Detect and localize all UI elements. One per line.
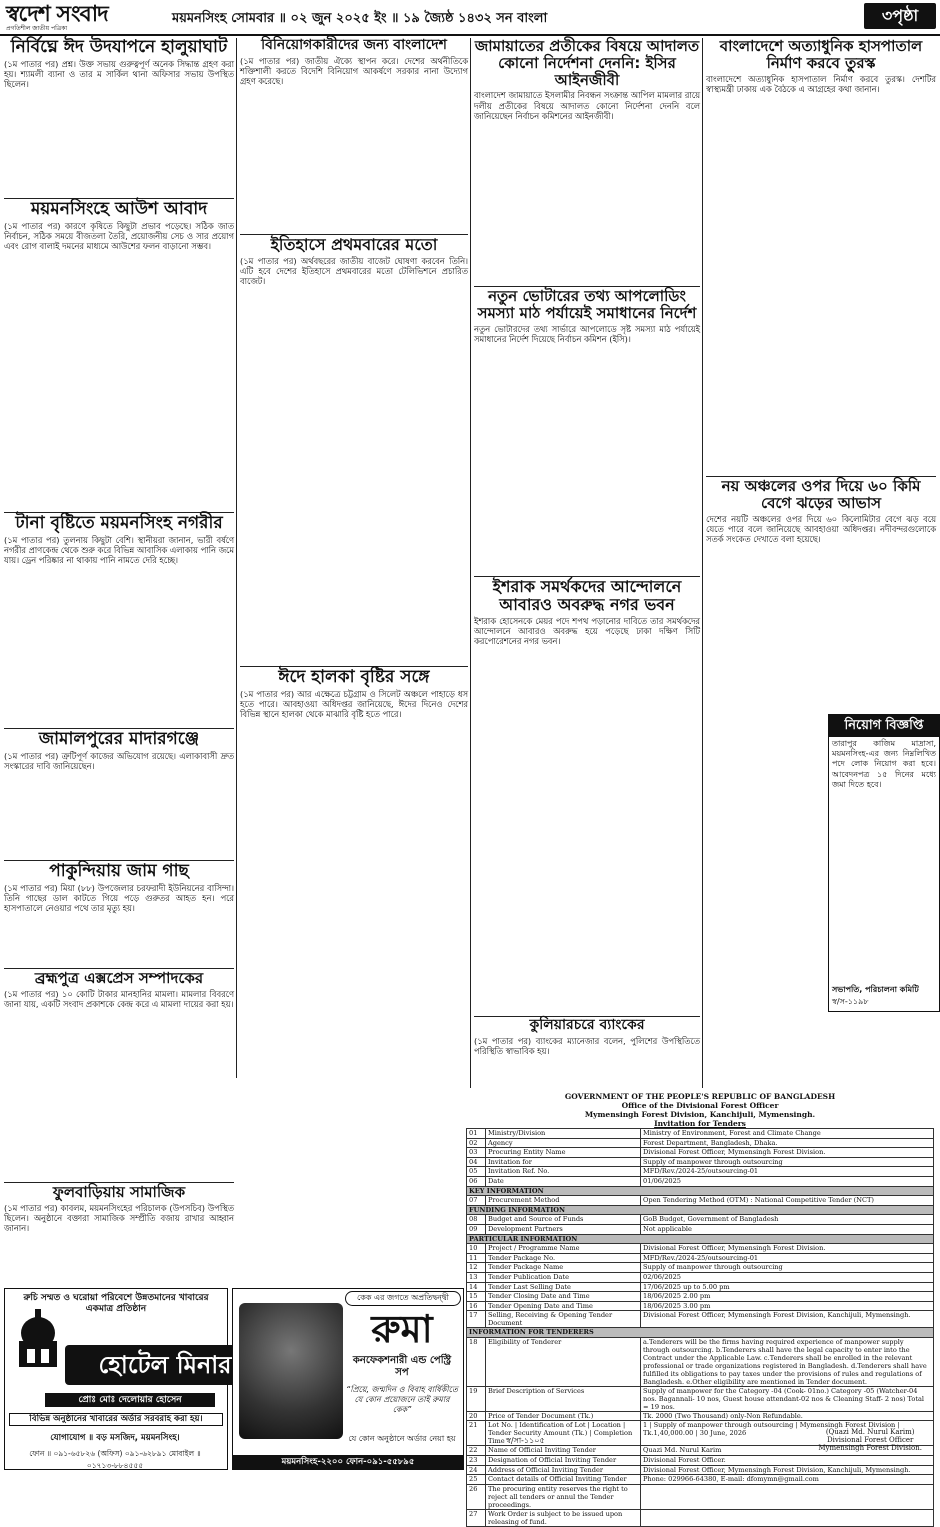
tender-cell: Not applicable bbox=[641, 1224, 934, 1234]
tender-row bbox=[467, 1311, 934, 1328]
tender-cell: Divisional Forest Officer, Mymensingh Forest Division. bbox=[641, 1148, 934, 1158]
tender-cell: 02 bbox=[467, 1138, 486, 1148]
tender-row bbox=[467, 1328, 934, 1338]
tender-cell: 13 bbox=[467, 1272, 486, 1282]
article-c2 bbox=[474, 288, 700, 576]
tender-row bbox=[467, 1386, 934, 1411]
notice-body: তারাপুর কাজিম মাদ্রাসা, ময়মনসিংহ-এর জন্য নিম্নলিখিত পদে লোক নিয়োগ করা হবে। আবেদনপত্র ১৫ দিনের মধ্যে জমা দিতে হবে। bbox=[832, 739, 936, 789]
article-headline: ইতিহাসে প্রথমবারের মতো bbox=[270, 235, 438, 254]
article-body: (১ম পাতার পর) কাবলম, ময়মনসিংহের পরিচালক (উপসচিব) উপস্থিত ছিলেন। অনুষ্ঠানে বক্তারা সামাজিক সম্প্রীতি বজায় রাখার আহ্বান জানান। bbox=[4, 1202, 234, 1234]
ruma-quote: “প্রিয়ে, জন্মদিন ও বিবাহ বার্ষিকীতে যে কোন প্রয়োজনে তাই রুমার কেক” bbox=[346, 1385, 458, 1414]
tender-cell: Invitation Ref. No. bbox=[486, 1167, 641, 1177]
hotel-name: হোটেল মিনার bbox=[65, 1345, 265, 1385]
tender-row bbox=[467, 1234, 934, 1244]
notice-title: নিয়োগ বিজ্ঞপ্তি bbox=[829, 715, 939, 737]
tender-cell: Project / Programme Name bbox=[486, 1244, 641, 1254]
tender-cell: Tender Closing Date and Time bbox=[486, 1292, 641, 1302]
tender-cell: Procurement Method bbox=[486, 1196, 641, 1206]
hotel-service: বিভিন্ন অনুষ্ঠানের খাবারের অর্ডার সরবরাহ করা হয়। bbox=[9, 1413, 223, 1426]
article-a6 bbox=[4, 970, 234, 1182]
article-headline: নয় অঞ্চলের ওপর দিয়ে ৬০ কিমি বেগে ঝড়ের আভাস bbox=[721, 477, 921, 512]
tender-cell: 08 bbox=[467, 1215, 486, 1225]
notice-code: স্ব/স-১১৯৮ bbox=[832, 997, 869, 1006]
tender-row bbox=[467, 1475, 934, 1485]
article-a2 bbox=[4, 200, 234, 512]
tender-cell: 14 bbox=[467, 1282, 486, 1292]
article-headline: পাকুন্দিয়ায় জাম গাছ bbox=[49, 861, 189, 881]
article-headline: ব্রহ্মপুত্র এক্সপ্রেস সম্পাদকের bbox=[34, 969, 204, 987]
article-a4 bbox=[4, 730, 234, 860]
article-headline: বিনিয়োগকারীদের জন্য বাংলাদেশ bbox=[261, 37, 447, 53]
tender-cell: 01/06/2025 bbox=[641, 1176, 934, 1186]
article-d1 bbox=[706, 38, 936, 476]
masthead bbox=[6, 2, 166, 32]
recruitment-notice bbox=[828, 714, 940, 1012]
tender-cell: 06 bbox=[467, 1176, 486, 1186]
tender-cell: Open Tendering Method (OTM) : National Competitive Tender (NCT) bbox=[641, 1196, 934, 1206]
tender-cell: Supply of manpower through outsourcing bbox=[641, 1157, 934, 1167]
article-body: (১ম পাতার পর) কারণে কৃষিতে কিছুটা প্রভাব পড়েছে। সঠিক জাত নির্বাচন, সঠিক সময়ে বীজতলা তৈরি, প্রয়োজনীয় সেচ ও সার প্রয়োগ এবং রোগ বালাই দমনের মাধ্যমে আউশের ফলন বাড়ানো সম্ভব। bbox=[4, 221, 234, 252]
tender-row bbox=[467, 1157, 934, 1167]
article-c1 bbox=[474, 38, 700, 286]
article-body: নতুন ভোটারদের তথ্য সার্ভারে আপলোডে সৃষ্ট সমস্যা মাঠ পর্যায়েই সমাধানের নির্দেশ দিয়েছে নির্বাচন কমিশন (ইসি)। bbox=[474, 323, 700, 344]
tender-cell: Procuring Entity Name bbox=[486, 1148, 641, 1158]
tender-cell: Brief Description of Services bbox=[486, 1386, 641, 1411]
article-a1 bbox=[4, 38, 234, 198]
article-headline: জামালপুরের মাদারগঞ্জে bbox=[38, 729, 200, 749]
hotel-phone: ফোন ॥ ০৯১-৬৫৮২৬ (অফিস) ০৯১-৬২৮৯১ মোবাইল ॥ ০১৭১৩-৮৮৪৫৫৫ bbox=[29, 1449, 201, 1470]
tender-cell: 03 bbox=[467, 1148, 486, 1158]
tender-cell: 23 bbox=[467, 1456, 486, 1466]
ruma-name: রুমা bbox=[371, 1307, 433, 1351]
article-body: দেশের নয়টি অঞ্চলের ওপর দিয়ে ৬০ কিলোমিটার বেগে ঝড় বয়ে যেতে পারে বলে জানিয়েছে আবহাওয়া অধিদপ্তর। নদীবন্দরগুলোকে সতর্ক সংকেত দেখাতে বলা হয়েছে। bbox=[706, 513, 936, 544]
tender-cell: 18/06/2025 2.00 pm bbox=[641, 1292, 934, 1302]
tender-row bbox=[467, 1411, 934, 1421]
tender-row bbox=[467, 1167, 934, 1177]
article-headline: টানা বৃষ্টিতে ময়মনসিংহ নগরীর bbox=[15, 513, 223, 533]
tender-cell: Agency bbox=[486, 1138, 641, 1148]
tender-cell: 1 | Supply of manpower through outsourcing | Mymensingh Forest Division | Tk.1,40,000.00 | 30 June, 2026 bbox=[641, 1421, 934, 1446]
cake-image bbox=[239, 1303, 343, 1439]
tender-cell: 19 bbox=[467, 1386, 486, 1411]
tender-cell: a.Tenderers will be the firms having required experience of manpower supply through outsourcing. b.Tenderers shall have the legal capacity to enter into the Contract under the Applicable Law. c.Tenderers shall be enrolled in the relevant professional or trade organizations registered in Bangladesh. d.Tenderers shall have fulfilled its obligations to pay taxes under the provisions of rules and regulations of Bangladesh. e.Other eligibility are mentioned in Tender document. bbox=[641, 1337, 934, 1386]
tender-cell: Tender Package No. bbox=[486, 1253, 641, 1263]
tender-cell: Lot No. | Identification of Lot | Location | Tender Security Amount (Tk.) | Completion Time bbox=[486, 1421, 641, 1446]
tender-table bbox=[466, 1128, 934, 1527]
tender-row bbox=[467, 1292, 934, 1302]
tender-cell: 05 bbox=[467, 1167, 486, 1177]
tender-cell: Tk. 2000 (Two Thousand) only-Non Refundable. bbox=[641, 1411, 934, 1421]
tender-cell: 18/06/2025 3.00 pm bbox=[641, 1301, 934, 1311]
tender-row bbox=[467, 1138, 934, 1148]
tender-cell: 01 bbox=[467, 1129, 486, 1139]
tender-cell: MFD/Rev./2024-25/outsourcing-01 bbox=[641, 1253, 934, 1263]
tender-cell: 02/06/2025 bbox=[641, 1272, 934, 1282]
article-headline: ফুলবাড়িয়ায় সামাজিক bbox=[52, 1183, 186, 1201]
article-a3 bbox=[4, 514, 234, 728]
tender-cell: 18 bbox=[467, 1337, 486, 1386]
tender-row bbox=[467, 1337, 934, 1386]
article-headline: নির্বিঘ্নে ঈদ উদযাপনে হালুয়াঘাট bbox=[10, 37, 228, 57]
tender-cell: Price of Tender Document (Tk.) bbox=[486, 1411, 641, 1421]
tender-cell: Divisional Forest Officer, Mymensingh Forest Division, Kanchijuli, Mymensingh. bbox=[641, 1311, 934, 1328]
tender-sign-name: (Quazi Md. Nurul Karim) bbox=[825, 1428, 915, 1436]
tender-row bbox=[467, 1456, 934, 1466]
tender-cell: Selling, Receiving & Opening Tender Document bbox=[486, 1311, 641, 1328]
tender-cell: 26 bbox=[467, 1484, 486, 1509]
article-body: (১ম পাতার পর) তুলনায় কিছুটা বেশি। স্থানীয়রা জানান, ভারী বর্ষণে নগরীর প্রাণকেন্দ্র থেকে শুরু করে বিভিন্ন আবাসিক এলাকায় পানি জমে যায়। ড্রেন পরিষ্কার না থাকায় পানি নামতে দেরি হচ্ছে। bbox=[4, 535, 234, 566]
tender-cell: 04 bbox=[467, 1157, 486, 1167]
tender-cell: MFD/Rev./2024-25/outsourcing-01 bbox=[641, 1167, 934, 1177]
tender-row bbox=[467, 1509, 934, 1526]
article-headline: বাংলাদেশে অত্যাধুনিক হাসপাতাল নির্মাণ করবে তুরস্ক bbox=[719, 37, 923, 72]
tender-title-1: GOVERNMENT OF THE PEOPLE'S REPUBLIC OF BANGLADESH bbox=[564, 1092, 836, 1101]
article-c3 bbox=[474, 578, 700, 1016]
article-headline: নতুন ভোটারের তথ্য আপলোডিং সমস্যা মাঠ পর্যায়েই সমাধানের নির্দেশ bbox=[477, 287, 697, 322]
article-headline: জামায়াতের প্রতীকের বিষয়ে আদালত কোনো নির্দেশনা দেননি: ইসির আইনজীবী bbox=[474, 37, 700, 89]
column-divider bbox=[236, 38, 237, 1078]
tender-notice bbox=[466, 1092, 934, 1526]
tender-cell: Date bbox=[486, 1176, 641, 1186]
tender-cell: 20 bbox=[467, 1411, 486, 1421]
article-body: (১ম পাতার পর) আর এক্ষেত্রে চট্টগ্রাম ও সিলেট অঞ্চলে পাহাড়ে ধস হতে পারে। আবহাওয়া অধিদপ্তর জানিয়েছে, ঈদের দিনেও দেশের বিভিন্ন স্থানে হালকা থেকে মাঝারি বৃষ্টি হতে পারে। bbox=[240, 689, 468, 720]
page-number: ৩পৃষ্ঠা bbox=[864, 3, 936, 29]
tender-sign-div: Mymensingh Forest Division. bbox=[818, 1444, 922, 1452]
tender-title-4: Invitation for Tenders bbox=[654, 1119, 746, 1128]
masthead-sub: প্রগতিশীল জাতীয় পত্রিকা bbox=[6, 25, 68, 32]
tender-cell: FUNDING INFORMATION bbox=[467, 1205, 934, 1215]
tender-cell: 07 bbox=[467, 1196, 486, 1206]
tender-cell: 15 bbox=[467, 1292, 486, 1302]
tender-cell: 17/06/2025 up to 5.00 pm bbox=[641, 1282, 934, 1292]
tender-cell: Eligibility of Tenderer bbox=[486, 1337, 641, 1386]
tender-cell: Designation of Official Inviting Tender bbox=[486, 1456, 641, 1466]
tender-row bbox=[467, 1205, 934, 1215]
tender-row bbox=[467, 1196, 934, 1206]
article-body: (১ম পাতার পর) প্রশ্ন। উক্ত সভায় গুরুত্বপূর্ণ অনেক সিদ্ধান্ত গ্রহণ করা হয়। শ্যামলী ব্যানা ও তার ম সার্কিল থানা অফিসার সভায় উপস্থিত ছিলেন। bbox=[4, 59, 234, 90]
article-b3 bbox=[240, 668, 468, 1088]
tender-cell: KEY INFORMATION bbox=[467, 1186, 934, 1196]
tender-cell: 21 bbox=[467, 1421, 486, 1446]
tender-cell: 10 bbox=[467, 1244, 486, 1254]
tender-cell: Invitation for bbox=[486, 1157, 641, 1167]
tender-row bbox=[467, 1253, 934, 1263]
tender-cell: Forest Department, Bangladesh, Dhaka. bbox=[641, 1138, 934, 1148]
article-body: (১ম পাতার পর) জাতীয় ঐক্যে স্থাপন করে। দেশের অর্থনীতিকে শক্তিশালী করতে বিদেশি বিনিয়োগ আকর্ষণে সরকার নানা উদ্যোগ গ্রহণ করেছে। bbox=[240, 55, 468, 87]
article-body: (১ম পাতার পর) ব্যাংকের ম্যানেজার বলেন, পুলিশের উপস্থিতিতে পরিস্থিতি স্বাভাবিক হয়। bbox=[474, 1035, 700, 1056]
tender-cell: Tender Publication Date bbox=[486, 1272, 641, 1282]
tender-title-3: Mymensingh Forest Division, Kanchijuli, Mymensingh. bbox=[584, 1110, 816, 1119]
ruma-tag: কেক এর জগতে অপ্রতিদ্বন্দ্বী bbox=[345, 1291, 461, 1306]
tender-row bbox=[467, 1129, 934, 1139]
ruma-sub: কনফেকশনারী এন্ড পেস্ট্রি সপ bbox=[352, 1355, 452, 1378]
column-divider bbox=[470, 38, 471, 1088]
article-body: (১ম পাতার পর) অর্থবছরের জাতীয় বাজেট ঘোষণা করবেন তিনি। এটি হবে দেশের ইতিহাসে প্রথমবারের মতো টেলিভিশনে প্রচারিত বাজেট। bbox=[240, 255, 468, 287]
tender-cell: Supply of manpower through outsourcing bbox=[641, 1263, 934, 1273]
date-line: ময়মনসিংহ সোমবার ॥ ০২ জুন ২০২৫ ইং ॥ ১৯ জ্যৈষ্ঠ ১৪৩২ সন বাংলা bbox=[172, 11, 548, 26]
tender-title-2: Office of the Divisional Forest Officer bbox=[621, 1101, 779, 1110]
article-headline: ময়মনসিংহে আউশ আবাদ bbox=[30, 199, 208, 219]
tender-cell: Development Partners bbox=[486, 1224, 641, 1234]
tender-row bbox=[467, 1263, 934, 1273]
tender-row bbox=[467, 1484, 934, 1509]
tender-cell: Ministry of Environment, Forest and Climate Change bbox=[641, 1129, 934, 1139]
tender-cell bbox=[641, 1509, 934, 1526]
article-headline: ঈদে হালকা বৃষ্টির সঙ্গে bbox=[278, 667, 430, 687]
tender-cell: Tender Opening Date and Time bbox=[486, 1301, 641, 1311]
ruma-order: যে কোন অনুষ্ঠানে অর্ডার নেয়া হয় bbox=[348, 1434, 456, 1443]
mosque-icon bbox=[13, 1307, 63, 1369]
tender-cell: 12 bbox=[467, 1263, 486, 1273]
article-body: বাংলাদেশে অত্যাধুনিক হাসপাতাল নির্মাণ করবে তুরস্ক। দেশটির স্বাস্থ্যমন্ত্রী ঢাকায় এক বৈঠকে এ আগ্রহের কথা জানান। bbox=[706, 73, 936, 94]
tender-row bbox=[467, 1465, 934, 1475]
tender-cell: Budget and Source of Funds bbox=[486, 1215, 641, 1225]
tender-row bbox=[467, 1148, 934, 1158]
tender-cell: 24 bbox=[467, 1465, 486, 1475]
article-body: (১ম পাতার পর) ত্রুটিপূর্ণ কাজের অভিযোগ রয়েছে। এলাকাবাসী দ্রুত সংস্কারের দাবি জানিয়েছেন। bbox=[4, 751, 234, 772]
tender-row bbox=[467, 1215, 934, 1225]
masthead-title: স্বদেশ সংবাদ bbox=[6, 1, 108, 27]
column-divider bbox=[702, 38, 703, 1088]
tender-row bbox=[467, 1272, 934, 1282]
tender-row bbox=[467, 1301, 934, 1311]
article-headline: কুলিয়ারচরে ব্যাংকের bbox=[529, 1017, 645, 1033]
article-a5 bbox=[4, 862, 234, 968]
tender-signature bbox=[818, 1428, 922, 1452]
tender-cell: Tender Package Name bbox=[486, 1263, 641, 1273]
tender-cell: Name of Official Inviting Tender bbox=[486, 1446, 641, 1456]
tender-cell: INFORMATION FOR TENDERERS bbox=[467, 1328, 934, 1338]
tender-cell: 27 bbox=[467, 1509, 486, 1526]
tender-cell: 17 bbox=[467, 1311, 486, 1328]
article-headline: ইশরাক সমর্থকদের আন্দোলনে আবারও অবরুদ্ধ নগর ভবন bbox=[492, 577, 682, 614]
tender-row bbox=[467, 1244, 934, 1254]
hotel-address: যোগাযোগ ॥ বড় মসজিদ, ময়মনসিংহ। bbox=[50, 1433, 180, 1443]
tender-cell: Divisional Forest Officer. bbox=[641, 1456, 934, 1466]
tender-code: স্ব/সা-১১০৫ bbox=[506, 1436, 545, 1445]
tender-cell: 25 bbox=[467, 1475, 486, 1485]
tender-cell bbox=[641, 1484, 934, 1509]
tender-cell: 16 bbox=[467, 1301, 486, 1311]
tender-sign-desig: Divisional Forest Officer bbox=[826, 1436, 914, 1444]
tender-row bbox=[467, 1176, 934, 1186]
article-b2 bbox=[240, 236, 468, 666]
article-body: ইশরাক হোসেনকে মেয়র পদে শপথ পড়ানোর দাবিতে তার সমর্থকদের আন্দোলনে আবারও অবরুদ্ধ হয়ে পড়েছে ঢাকা দক্ষিণ সিটি করপোরেশনের নগর ভবন। bbox=[474, 615, 700, 647]
tender-row bbox=[467, 1282, 934, 1292]
tender-cell: Ministry/Division bbox=[486, 1129, 641, 1139]
article-body: (১ম পাতার পর) ১০ কোটি টাকার মানহানির মামলা। মামলার বিবরণে জানা যায়, একটি সংবাদ প্রকাশকে কেন্দ্র করে এ মামলা দায়ের করা হয়। bbox=[4, 988, 234, 1009]
article-body: বাংলাদেশ জামায়াতে ইসলামীর নিবন্ধন সংক্রান্ত আপিল মামলার রায়ে দলীয় প্রতীকের বিষয়ে আদালত কোনো নির্দেশনা দেননি বলে জানিয়েছেন নির্বাচন কমিশনের আইনজীবী। bbox=[474, 90, 700, 121]
tender-cell: Contact details of Official Inviting Tender bbox=[486, 1475, 641, 1485]
tender-cell: Tender Last Selling Date bbox=[486, 1282, 641, 1292]
tender-row bbox=[467, 1186, 934, 1196]
article-c4 bbox=[474, 1018, 700, 1088]
tender-cell: The procuring entity reserves the right to reject all tenders or annul the Tender proceedings. bbox=[486, 1484, 641, 1509]
page-header bbox=[0, 0, 940, 36]
tender-cell: Divisional Forest Officer, Mymensingh Forest Division. bbox=[641, 1244, 934, 1254]
tender-cell: Divisional Forest Officer, Mymensingh Forest Division, Kanchijuli, Mymensingh. bbox=[641, 1465, 934, 1475]
tender-cell: Supply of manpower for the Category -04 (Cook- 01no.) Category -05 (Watcher-04 nos. Bagannali- 10 nos, Guest house attendant-02 nos & Cleaning Staff- 2 nos) Total = 19 nos. bbox=[641, 1386, 934, 1411]
tender-cell: 09 bbox=[467, 1224, 486, 1234]
hotel-tagline: রুচি সম্মত ও ঘরোয়া পরিবেশে উন্নতমানের খাবারের একমাত্র প্রতিষ্ঠান bbox=[23, 1293, 209, 1314]
hotel-minar-ad bbox=[4, 1288, 232, 1470]
ruma-address: ময়মনসিংহ-২২০০ ফোন-০৯১-৫৫৮৯৫ bbox=[233, 1455, 463, 1469]
ruma-ad bbox=[232, 1288, 464, 1470]
article-a7 bbox=[4, 1184, 234, 1280]
tender-cell: 22 bbox=[467, 1446, 486, 1456]
tender-cell: PARTICULAR INFORMATION bbox=[467, 1234, 934, 1244]
article-body: (১ম পাতার পর) মিয়া (৮৮) উপজেলার চরফরাদী ইউনিয়নের বাসিন্দা। তিনি গাছের ডাল কাটতে গিয়ে পড়ে গুরুতর আহত হন। পরে হাসপাতালে নেওয়ার পথে তার মৃত্যু হয়। bbox=[4, 883, 234, 914]
tender-cell: 11 bbox=[467, 1253, 486, 1263]
tender-cell: Work Order is subject to be issued upon releasing of fund. bbox=[486, 1509, 641, 1526]
tender-cell: Phone: 029966-64380, E-mail: dfomymn@gmail.com bbox=[641, 1475, 934, 1485]
article-b1 bbox=[240, 38, 468, 234]
tender-cell: Address of Official Inviting Tender bbox=[486, 1465, 641, 1475]
tender-cell: Quazi Md. Nurul Karim bbox=[641, 1446, 934, 1456]
tender-row bbox=[467, 1224, 934, 1234]
hotel-owner: প্রোঃ মোঃ দেলোয়ার হোসেন bbox=[45, 1393, 215, 1407]
notice-sign: সভাপতি, পরিচালনা কমিটি bbox=[832, 985, 919, 994]
tender-cell: GoB Budget, Government of Bangladesh bbox=[641, 1215, 934, 1225]
